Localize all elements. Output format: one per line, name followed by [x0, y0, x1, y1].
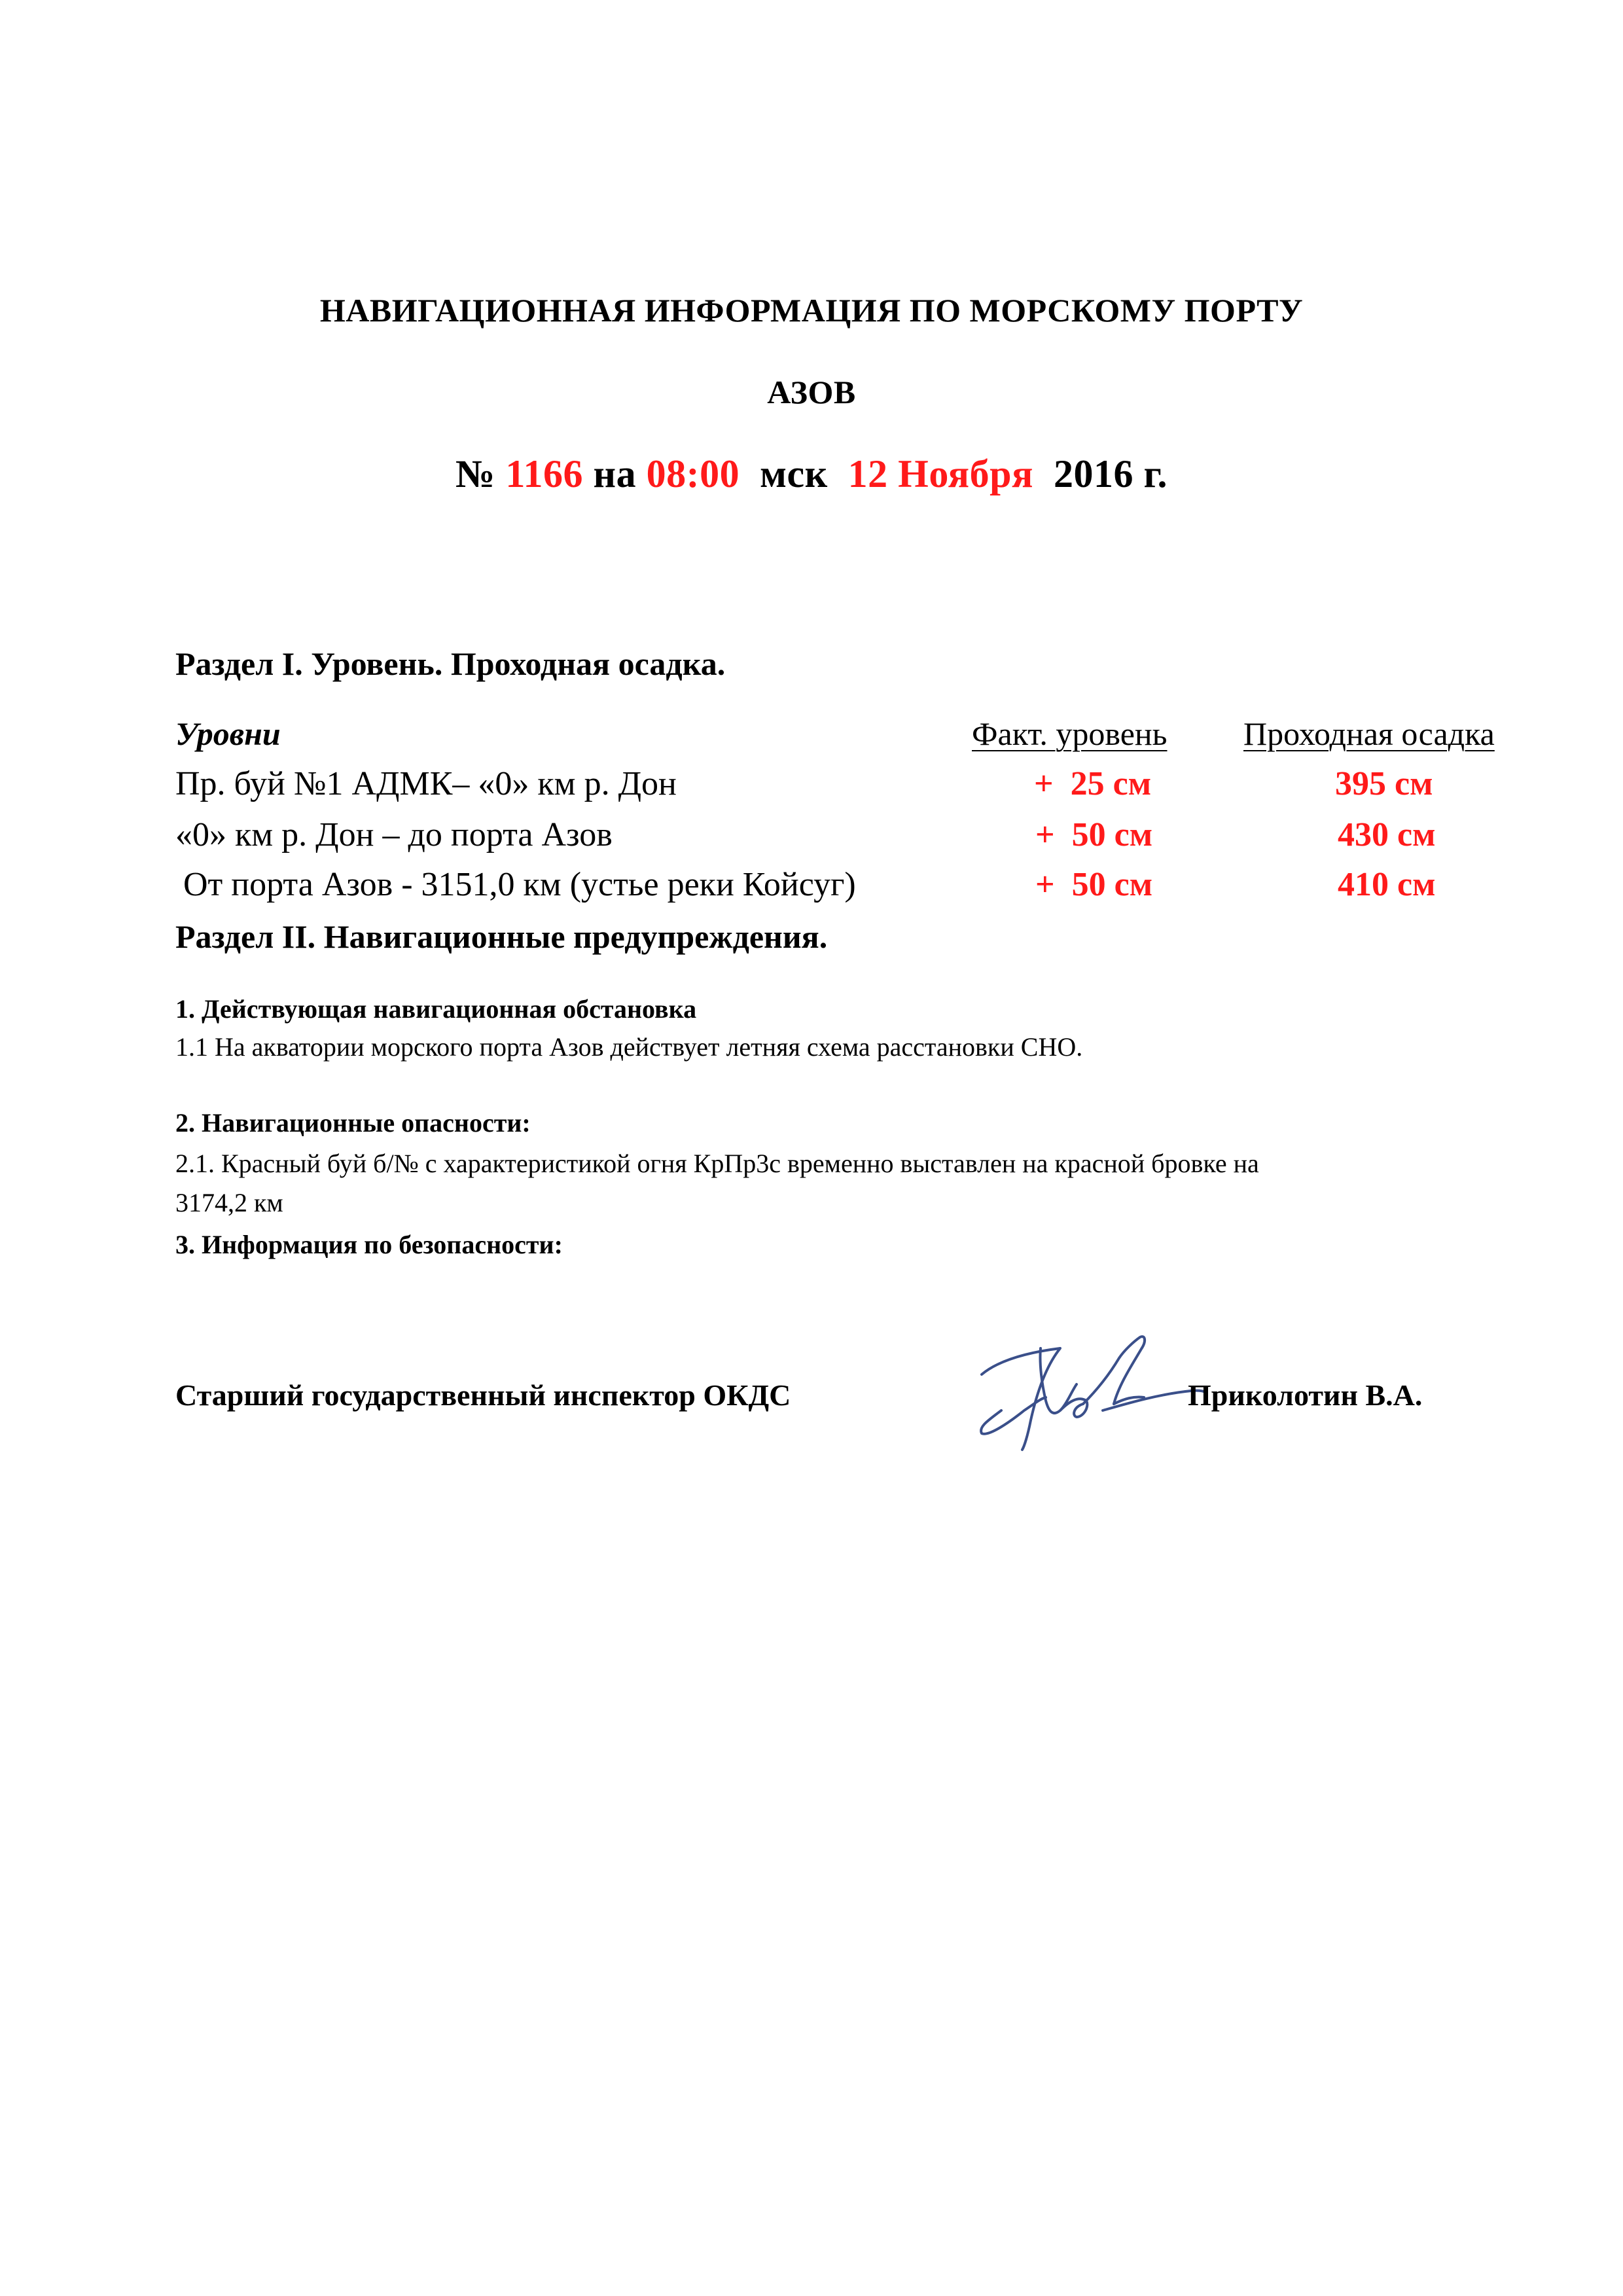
port-name: АЗОВ: [767, 374, 856, 410]
level-value: 25 см: [1070, 765, 1152, 802]
level-value: 50 см: [1071, 866, 1153, 903]
passing-draft-column-header: Проходная осадка: [1243, 715, 1495, 752]
hazard-item-line2: 3174,2 км: [175, 1188, 283, 1217]
bulletin-year: 2016 г.: [1053, 452, 1168, 495]
level-row-name: «0» км р. Дон – до порта Азов: [175, 816, 613, 853]
bulletin-number: 1166: [505, 452, 584, 495]
level-sign: +: [1035, 866, 1055, 903]
level-row-fact: [1034, 764, 1151, 803]
level-row-name: Пр. буй №1 АДМК– «0» км р. Дон: [175, 765, 677, 802]
level-value: 50 см: [1071, 816, 1153, 853]
level-sign: +: [1034, 765, 1054, 802]
bulletin-time: 08:00: [646, 452, 740, 495]
handwritten-signature: [962, 1312, 1211, 1463]
signatory-position: Старший государственный инспектор ОКДС: [175, 1378, 791, 1412]
bulletin-date: 12 Ноября: [847, 452, 1033, 495]
current-situation-title: 1. Действующая навигационная обстановка: [175, 994, 697, 1024]
level-row-fact: [1035, 865, 1152, 904]
level-row-draft: 430 см: [1338, 816, 1436, 853]
level-sign: +: [1035, 816, 1055, 853]
section-1-title: Раздел I. Уровень. Проходная осадка.: [175, 645, 726, 682]
at-label: на: [593, 452, 637, 495]
timezone: мск: [760, 452, 828, 495]
signatory-name: Приколотин В.А.: [1188, 1378, 1423, 1412]
safety-info-title: 3. Информация по безопасности:: [175, 1230, 563, 1259]
level-row-draft: 410 см: [1338, 866, 1436, 903]
hazard-item-line1: 2.1. Красный буй б/№ с характеристикой огня КрПр3с временно выставлен на красной бровке на: [175, 1149, 1259, 1178]
number-sign: №: [455, 452, 495, 495]
fact-level-column-header: Факт. уровень: [972, 715, 1168, 752]
bulletin-number-line: [0, 452, 1623, 497]
levels-column-header: Уровни: [175, 715, 281, 752]
current-situation-item: 1.1 На акватории морского порта Азов действует летняя схема расстановки СНО.: [175, 1032, 1083, 1062]
hazards-title: 2. Навигационные опасности:: [175, 1108, 531, 1138]
section-2-title: Раздел II. Навигационные предупреждения.: [175, 918, 828, 955]
level-row-draft: 395 см: [1335, 765, 1433, 802]
level-row-name: От порта Азов - 3151,0 км (устье реки Койсуг): [183, 866, 856, 903]
level-row-fact: [1035, 816, 1152, 854]
document-title: НАВИГАЦИОННАЯ ИНФОРМАЦИЯ ПО МОРСКОМУ ПОРТУ: [319, 292, 1304, 329]
